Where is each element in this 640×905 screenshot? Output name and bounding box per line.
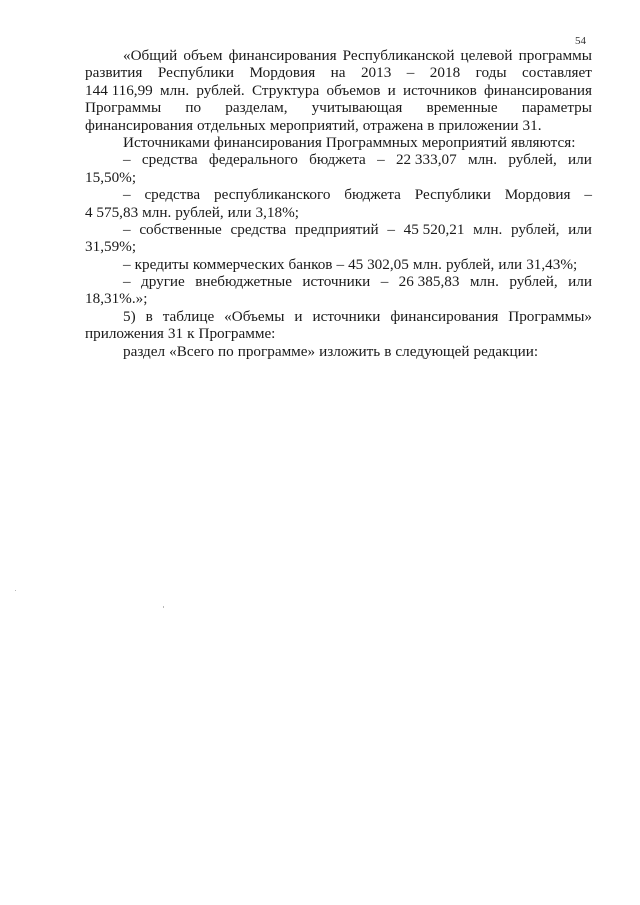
word: и (387, 81, 396, 99)
word: – (336, 255, 345, 273)
word: 26 385,83 (398, 273, 460, 291)
word: Программы (85, 99, 162, 117)
word: финансирования (390, 307, 499, 325)
word: рублей, (510, 220, 560, 238)
word: раздел (123, 342, 166, 360)
word: млн. (467, 151, 498, 169)
word: кредиты (134, 255, 189, 273)
word: годы (475, 64, 507, 82)
word: Программных (325, 133, 418, 151)
text-line (85, 99, 592, 116)
scan-artifact-dot (15, 590, 16, 591)
word: целевой (460, 47, 513, 64)
word: коммерческих (192, 255, 285, 273)
word: 4 575,83 (85, 203, 139, 221)
word: 31,43%; (526, 255, 578, 273)
word: параметры (521, 99, 592, 117)
word: – (123, 273, 131, 291)
word: источников (402, 81, 477, 99)
text-line (85, 117, 592, 134)
text-line (85, 273, 592, 290)
word: 5) (123, 307, 136, 325)
word: или (568, 273, 592, 291)
word: Республики (157, 64, 235, 82)
text-line (85, 238, 592, 255)
word: программе» (237, 342, 316, 360)
word: – (377, 151, 385, 169)
word: 3,18%; (255, 203, 299, 221)
word: отражена (362, 116, 424, 134)
text-line (85, 325, 592, 342)
text-line (85, 47, 592, 64)
word: следующей (395, 342, 470, 360)
word: «Объемы (224, 307, 285, 325)
word: «Общий (123, 47, 178, 64)
word: приложения (85, 325, 164, 343)
word: федерального (208, 151, 298, 169)
text-line (85, 134, 592, 151)
word: в (384, 342, 392, 360)
word: 45 302,05 (348, 255, 409, 273)
word: предприятий (294, 220, 379, 238)
text-line (85, 343, 592, 360)
word: млн. (160, 81, 190, 99)
word: бюджета (309, 151, 366, 169)
text-line (85, 256, 592, 273)
word: источники (312, 307, 381, 325)
word: средства (230, 220, 287, 238)
word: собственные (139, 220, 222, 238)
word: 31,59%; (85, 238, 137, 256)
word: – (584, 186, 592, 204)
word: мероприятий (421, 133, 508, 151)
text-line (85, 221, 592, 238)
word: средства (141, 151, 198, 169)
word: 31 (167, 325, 184, 343)
text-line (85, 64, 592, 81)
text-line (85, 308, 592, 325)
word: млн. (142, 203, 172, 221)
word: отдельных (196, 116, 266, 134)
word: приложении (438, 116, 519, 134)
word: Структура (251, 81, 320, 99)
word: редакции: (473, 342, 539, 360)
word: Республики (414, 186, 491, 204)
word: программы (518, 47, 592, 64)
word: или (568, 151, 592, 169)
word: рублей. (196, 81, 245, 99)
word: – (387, 220, 395, 238)
word: или (227, 203, 252, 221)
word: временные (426, 99, 498, 117)
word: финансирования (85, 116, 193, 134)
word: 18,31%.»; (85, 290, 148, 308)
word: – (123, 151, 131, 169)
word: – (123, 220, 131, 238)
text-line (85, 290, 592, 307)
word: таблице (162, 307, 215, 325)
word: рублей, (509, 273, 558, 291)
word: или (568, 220, 592, 238)
word: – (406, 64, 415, 82)
word: учитывающая (311, 99, 403, 117)
word: разделам, (225, 99, 288, 117)
word: бюджета (344, 186, 401, 204)
text-line (85, 204, 592, 221)
word: – (123, 255, 131, 273)
word: внебюджетные (195, 273, 292, 291)
word: развития (85, 64, 143, 82)
text-line (85, 169, 592, 186)
word: – (123, 186, 131, 204)
word: 31. (522, 116, 542, 134)
word: Программе: (198, 325, 276, 343)
word: к (187, 325, 195, 343)
word: мероприятий, (269, 116, 359, 134)
word: по (217, 342, 234, 360)
word: – (380, 273, 389, 291)
word: млн. (473, 220, 503, 238)
word: Мордовия (249, 64, 316, 82)
word: в (145, 307, 153, 325)
word: по (185, 99, 202, 117)
word: 2018 (429, 64, 461, 82)
text-line (85, 151, 592, 168)
word: 22 333,07 (395, 151, 457, 169)
word: другие (140, 273, 185, 291)
page-number: 54 (575, 35, 586, 47)
word: объемов (326, 81, 381, 99)
word: республиканского (213, 186, 331, 204)
word: млн. (469, 273, 499, 291)
word: Программы» (508, 307, 592, 325)
word: финансирования (228, 47, 337, 64)
word: в (427, 116, 435, 134)
word: финансирования (213, 133, 322, 151)
word: объем (183, 47, 223, 64)
word: 2013 (360, 64, 392, 82)
word: составляет (521, 64, 592, 82)
word: банков (288, 255, 333, 273)
word: «Всего (169, 342, 214, 360)
word: на (330, 64, 346, 82)
word: 15,50%; (85, 168, 137, 186)
word: и (294, 307, 303, 325)
text-line (85, 186, 592, 203)
word: рублей, (175, 203, 224, 221)
word: Республиканской (342, 47, 455, 64)
text-line (85, 82, 592, 99)
word: или (498, 255, 523, 273)
word: источники (302, 273, 371, 291)
word: 144 116,99 (85, 81, 153, 99)
scan-artifact-dot (163, 606, 164, 608)
word: средства (144, 186, 201, 204)
word: млн. (412, 255, 442, 273)
word: рублей, (445, 255, 495, 273)
word: Мордовия (504, 186, 571, 204)
document-body (85, 47, 592, 360)
word: рублей, (508, 151, 557, 169)
word: 45 520,21 (403, 220, 465, 238)
word: изложить (319, 342, 381, 360)
word: Источниками (123, 133, 210, 151)
word: финансирования (483, 81, 592, 99)
word: являются: (511, 133, 576, 151)
